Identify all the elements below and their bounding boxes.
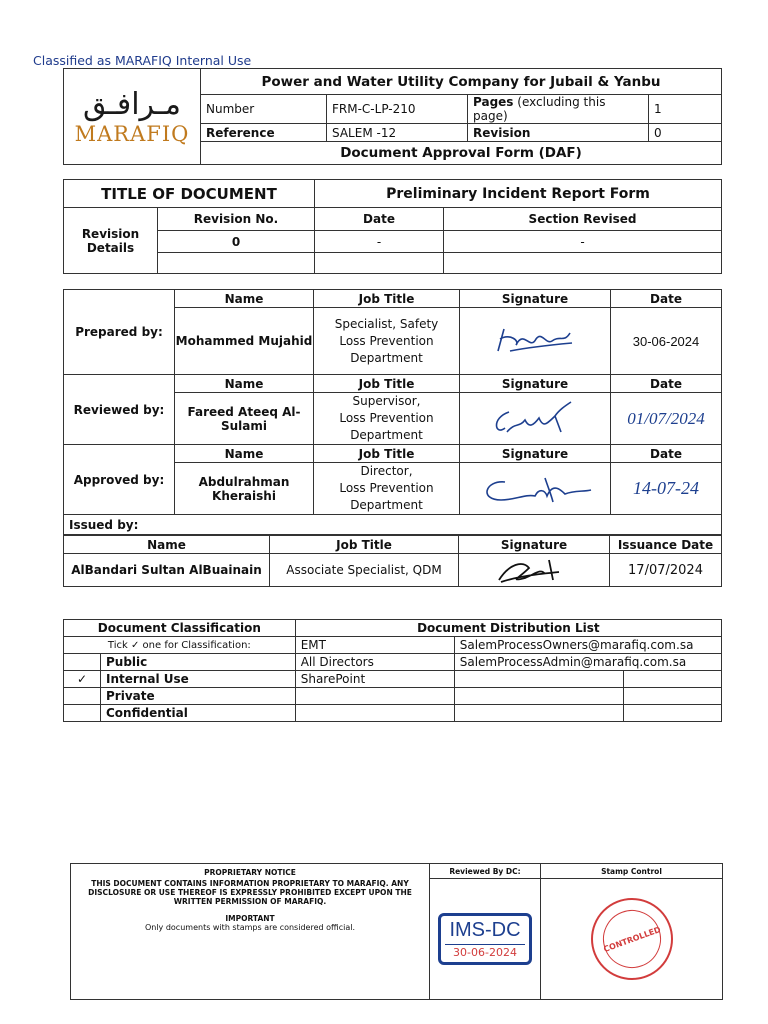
job-line: Director, [360,464,413,478]
classification-title: Document Classification [64,620,296,637]
revision-value: 0 [649,124,722,142]
dist-left-item: SharePoint [295,671,454,688]
check-cell[interactable] [64,654,101,671]
col-name: Name [175,445,314,463]
logo-arabic: مـرافـق [83,87,181,122]
reviewed-date: 01/07/2024 [611,393,722,445]
approved-job-title [314,463,460,515]
stamp-control-label: Stamp Control [541,864,723,879]
number-value: FRM-C-LP-210 [327,95,468,124]
ims-stamp-cell [430,879,541,1000]
option-confidential: Confidential [101,705,296,722]
col-date: Date [315,208,444,231]
issued-label: Issued by: [64,515,722,535]
issued-job-title: Associate Specialist, QDM [270,554,459,587]
ims-stamp-date: 30-06-2024 [445,944,525,959]
check-cell[interactable] [64,671,101,688]
empty-cell [444,253,722,274]
controlled-stamp-text: CONTROLLED [594,902,668,976]
empty-cell [454,671,623,688]
job-line: Specialist, Safety [334,316,439,331]
job-line: Loss Prevention [339,333,434,348]
prepared-job-title [314,308,460,375]
rev-date-value: - [315,231,444,253]
job-line: Department [350,498,423,512]
pages-note: (excluding this page) [473,95,606,123]
classification-table [63,619,722,722]
col-job-title: Job Title [314,290,460,308]
reviewed-label: Reviewed by: [64,375,175,445]
dist-left-item: All Directors [295,654,454,671]
proprietary-text: THIS DOCUMENT CONTAINS INFORMATION PROPRIETARY TO MARAFIQ. ANY DISCLOSURE OR USE THEREOF IS EXPRESSLY PROHIBITED EXCEPT UPON THE WRITTEN PERMISSION OF MARAFIQ. [88,879,412,906]
rev-no-value: 0 [158,231,315,253]
controlled-stamp [591,898,673,980]
option-private: Private [101,688,296,705]
col-signature: Signature [460,445,611,463]
check-mark-icon: ✓ [76,672,88,686]
empty-cell [158,253,315,274]
number-label: Number [201,95,327,124]
col-date: Date [611,290,722,308]
prepared-date: 30-06-2024 [611,308,722,375]
dist-left-item: EMT [295,637,454,654]
job-line: Loss Prevention [339,481,434,495]
approval-table [63,289,722,535]
option-public: Public [101,654,296,671]
issued-col-name: Name [64,536,270,554]
empty-cell [454,688,623,705]
job-line: Loss Prevention [339,411,434,425]
approved-date: 14-07-24 [611,463,722,515]
col-revision-no: Revision No. [158,208,315,231]
col-section-revised: Section Revised [444,208,722,231]
prepared-label: Prepared by: [64,290,175,375]
proprietary-title: PROPRIETARY NOTICE [204,868,296,877]
issued-signature [459,554,610,587]
company-name: Power and Water Utility Company for Jubail & Yanbu [201,69,722,95]
empty-cell [623,688,721,705]
issued-table [63,535,722,587]
ims-stamp-title: IMS-DC [449,919,521,941]
notice-table [70,863,723,1000]
check-cell[interactable] [64,688,101,705]
col-signature: Signature [460,375,611,393]
issued-name: AlBandari Sultan AlBuainain [64,554,270,587]
title-table [63,179,722,274]
job-line: Supervisor, [352,394,421,408]
revision-details-label: Revision Details [64,208,158,274]
title-label: TITLE OF DOCUMENT [64,180,315,208]
option-internal-use: Internal Use [101,671,296,688]
job-line: Department [350,350,423,365]
col-signature: Signature [460,290,611,308]
reviewed-job-title [314,393,460,445]
prepared-signature [460,308,611,375]
empty-cell [295,688,454,705]
distribution-title: Document Distribution List [295,620,721,637]
empty-cell [315,253,444,274]
title-value: Preliminary Incident Report Form [315,180,722,208]
check-cell[interactable] [64,705,101,722]
col-job-title: Job Title [314,445,460,463]
tick-instruction: Tick ✓ one for Classification: [64,637,296,654]
controlled-stamp-cell [541,879,723,1000]
pages-label: Pages [473,95,514,109]
header-table [63,68,722,165]
reviewed-signature [460,393,611,445]
job-line: Department [350,428,423,442]
col-job-title: Job Title [314,375,460,393]
ims-dc-stamp [438,913,532,965]
reviewed-by-dc-label: Reviewed By DC: [430,864,541,879]
reference-value: SALEM -12 [327,124,468,142]
approved-name: Abdulrahman Kheraishi [175,463,314,515]
issued-col-job-title: Job Title [270,536,459,554]
revision-label: Revision [468,124,649,142]
dist-right-item: SalemProcessAdmin@marafiq.com.sa [454,654,721,671]
empty-cell [295,705,454,722]
approved-label: Approved by: [64,445,175,515]
important-text: Only documents with stamps are considered official. [144,923,356,932]
approved-signature [460,463,611,515]
prepared-name: Mohammed Mujahid [175,308,314,375]
logo-english: MARAFIQ [74,122,190,146]
empty-cell [454,705,623,722]
logo-cell [64,69,201,165]
classification-banner: Classified as MARAFIQ Internal Use [33,53,252,68]
reference-label: Reference [201,124,327,142]
empty-cell [623,705,721,722]
dist-right-item: SalemProcessOwners@marafiq.com.sa [454,637,721,654]
col-name: Name [175,290,314,308]
col-name: Name [175,375,314,393]
important-title: IMPORTANT [225,914,275,923]
form-title: Document Approval Form (DAF) [201,142,722,165]
issued-col-date: Issuance Date [610,536,722,554]
col-date: Date [611,445,722,463]
proprietary-notice [71,864,430,1000]
col-date: Date [611,375,722,393]
issued-col-signature: Signature [459,536,610,554]
rev-section-value: - [444,231,722,253]
empty-cell [623,671,721,688]
logo [69,87,195,146]
reviewed-name: Fareed Ateeq Al-Sulami [175,393,314,445]
pages-cell [468,95,649,124]
pages-value: 1 [649,95,722,124]
issued-date: 17/07/2024 [610,554,722,587]
